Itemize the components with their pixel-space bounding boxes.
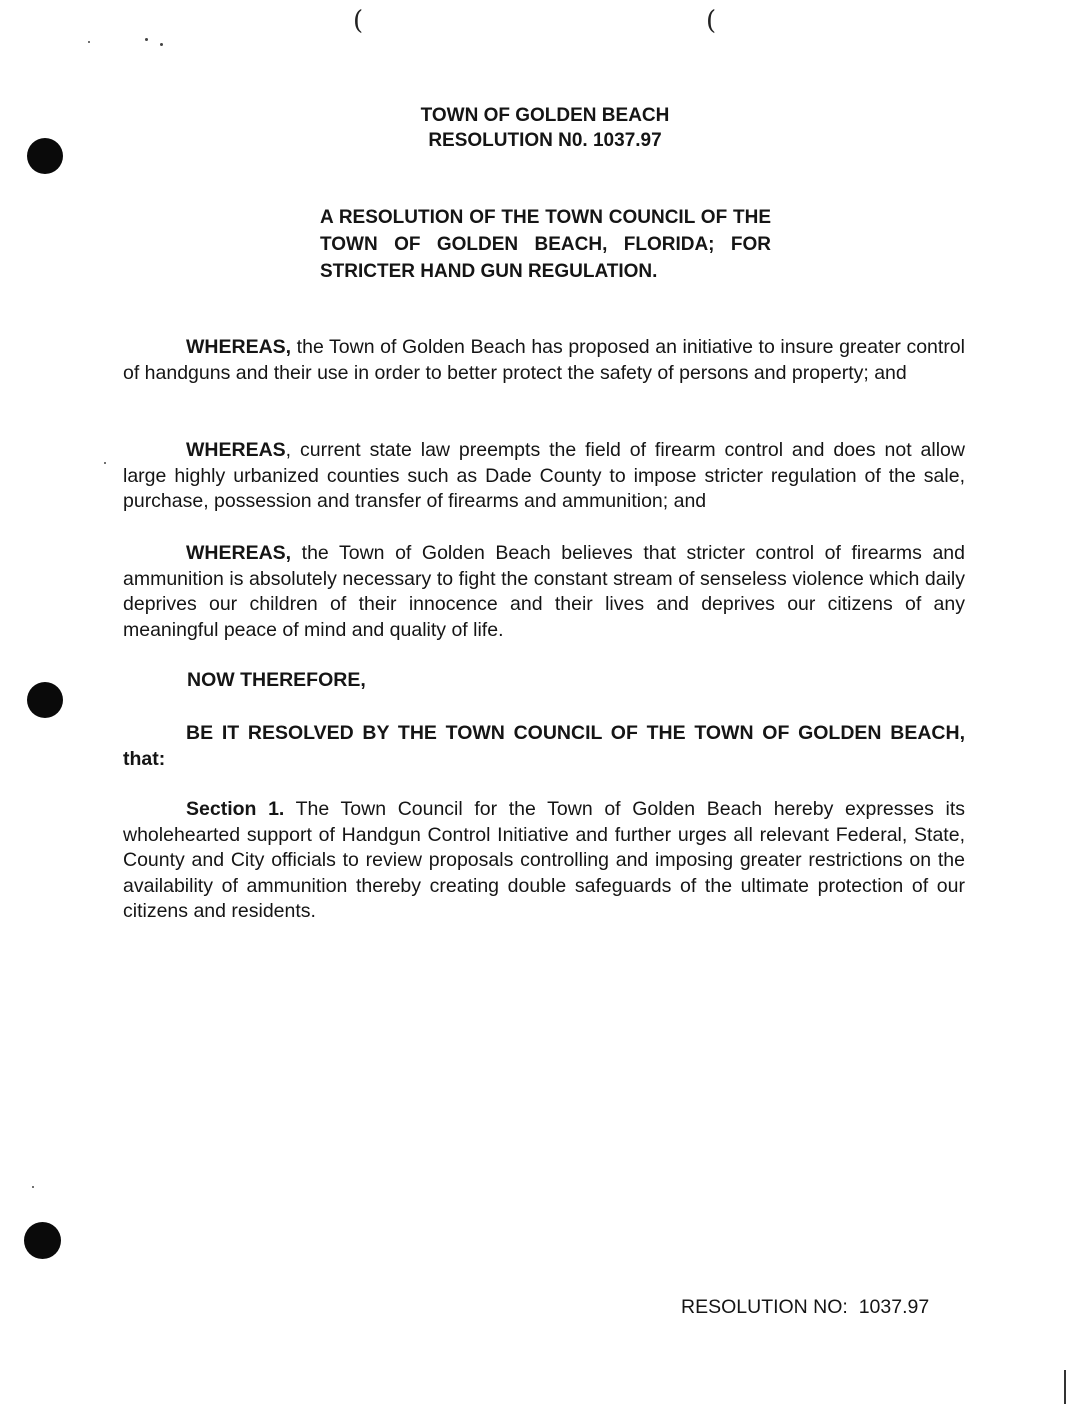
now-therefore-heading: NOW THEREFORE, bbox=[187, 669, 366, 691]
whereas-paragraph-2 bbox=[123, 438, 965, 515]
whereas-paragraph-1 bbox=[123, 335, 965, 386]
whereas-lead: WHEREAS, bbox=[186, 336, 292, 358]
scan-edge-mark bbox=[1064, 1370, 1066, 1404]
section-1-lead: Section 1. bbox=[186, 798, 285, 820]
document-title-block bbox=[400, 103, 690, 153]
scan-speck bbox=[88, 41, 90, 43]
whereas-text: the Town of Golden Beach has proposed an initiative to insure greater control of handguns and their use in order to better protect the safety of persons and property; and bbox=[123, 336, 965, 384]
punch-hole-middle bbox=[27, 682, 63, 718]
scan-mark-left: ( bbox=[353, 6, 364, 36]
scan-speck bbox=[104, 462, 106, 464]
document-town-name: TOWN OF GOLDEN BEACH bbox=[420, 105, 670, 126]
whereas-paragraph-3 bbox=[123, 541, 965, 643]
document-resolution-number: RESOLUTION N0. 1037.97 bbox=[428, 130, 662, 151]
whereas-lead: WHEREAS, bbox=[186, 542, 292, 564]
be-it-resolved-text: BE IT RESOLVED BY THE TOWN COUNCIL OF THE TOWN OF GOLDEN BEACH, that: bbox=[123, 722, 965, 770]
punch-hole-top bbox=[27, 138, 63, 174]
whereas-text: , current state law preempts the field of firearm control and does not allow large highly urbanized counties such as Dade County to impose stricter regulation of the sale, purchase, possession and transfer of firearms and ammunition; and bbox=[123, 439, 965, 512]
resolution-subject: A RESOLUTION OF THE TOWN COUNCIL OF THE TOWN OF GOLDEN BEACH, FLORIDA; FOR STRICTER HAND GUN REGULATION. bbox=[320, 207, 771, 282]
scan-speck bbox=[32, 1186, 34, 1188]
scan-speck bbox=[145, 38, 148, 41]
whereas-lead: WHEREAS bbox=[186, 439, 286, 461]
section-1-paragraph bbox=[123, 797, 965, 925]
whereas-text: the Town of Golden Beach believes that stricter control of firearms and ammunition is absolutely necessary to fight the constant stream of senseless violence which daily deprives our children of their innocence and their lives and deprives our citizens of any meaningful peace of mind and quality of life. bbox=[123, 542, 965, 641]
be-it-resolved-clause bbox=[123, 720, 965, 772]
footer-resolution-number: RESOLUTION NO: 1037.97 bbox=[681, 1296, 930, 1318]
punch-hole-bottom bbox=[24, 1222, 61, 1259]
scan-speck bbox=[160, 43, 163, 46]
scan-mark-right: ( bbox=[706, 6, 717, 36]
section-1-text: The Town Council for the Town of Golden Beach hereby expresses its wholehearted support of Handgun Control Initiative and further urges all relevant Federal, State, County and City officials to review proposals controlling and imposing greater restrictions on the availability of ammunition thereby creating double safeguards of the ultimate protection of our citizens and residents. bbox=[123, 798, 965, 922]
